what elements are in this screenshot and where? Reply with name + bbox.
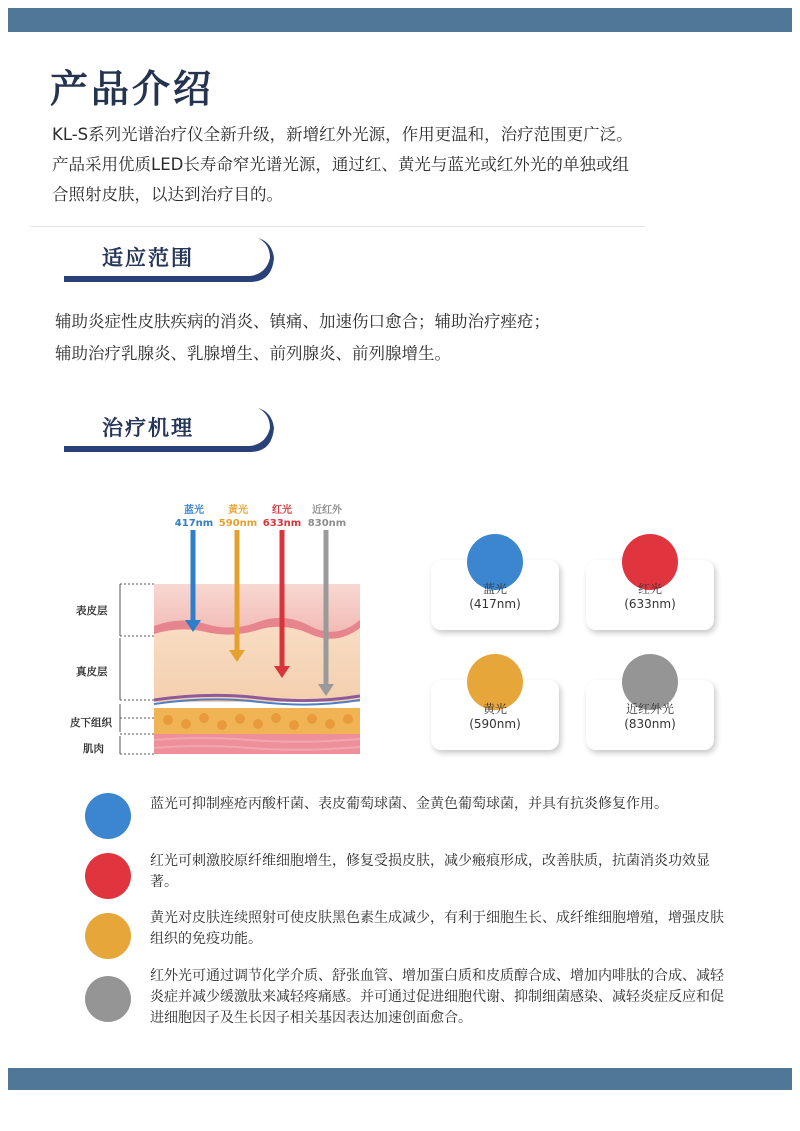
intro-paragraph [52, 120, 752, 210]
page-title: 产品介绍 [50, 67, 215, 111]
card-wavelength: (417nm) [469, 597, 521, 611]
card-name: 蓝光 [482, 582, 507, 596]
light-card-yellow [431, 680, 559, 750]
wavelength-nm: 590nm [218, 518, 258, 529]
desc-red: 红光可刺激胶原纤维细胞增生，修复受损皮肤，减少瘢痕形成，改善肤质，抗菌消炎功效显著。 [150, 853, 710, 890]
layer-label-muscle: 肌肉 [83, 743, 104, 755]
scope-line: 辅助治疗乳腺炎、乳腺增生、前列腺炎、前列腺增生。 [55, 344, 451, 363]
wavelength-nm: 830nm [307, 518, 347, 529]
light-card-blue [431, 560, 559, 630]
wavelength-nm: 417nm [174, 518, 214, 529]
desc-blue: 蓝光可抑制痤疮丙酸杆菌、表皮葡萄球菌、金黄色葡萄球菌，并具有抗炎修复作用。 [150, 796, 668, 812]
light-card-red [586, 560, 714, 630]
card-wavelength: (830nm) [624, 717, 676, 731]
wavelength-name: 黄光 [228, 505, 248, 516]
top-banner-bar [8, 8, 792, 32]
layer-label-dermis: 真皮层 [76, 666, 108, 678]
card-wavelength: (633nm) [624, 597, 676, 611]
yellow-light-dot [85, 913, 131, 959]
card-name: 黄光 [482, 702, 507, 716]
skin-layer-diagram [110, 528, 370, 758]
mechanism-section-header [60, 406, 276, 454]
card-name: 近红外光 [625, 702, 674, 716]
section-divider [30, 226, 645, 227]
layer-label-subcutaneous: 皮下组织 [70, 717, 112, 729]
card-name: 红光 [637, 582, 662, 596]
scope-text [55, 306, 550, 370]
wavelength-name: 红光 [272, 505, 292, 516]
desc-nir: 红外光可通过调节化学介质、舒张血管、增加蛋白质和皮质醇合成、增加内啡肽的合成、减轻炎症并减少缓激肽来减轻疼痛感。并可通过促进细胞代谢、抑制细菌感染、减轻炎症反应和促进细胞因子及生长因子相关基因表达加速创面愈合。 [150, 968, 724, 1026]
layer-label-epidermis: 表皮层 [76, 605, 108, 617]
intro-line: KL-S系列光谱治疗仪全新升级，新增红外光源，作用更温和，治疗范围更广泛。 [52, 125, 633, 144]
bottom-banner-bar [8, 1068, 792, 1090]
muscle-layer [154, 734, 360, 754]
blue-light-dot [85, 793, 131, 839]
light-card-nir [586, 680, 714, 750]
intro-line: 合照射皮肤，以达到治疗目的。 [52, 185, 283, 204]
red-light-dot [85, 853, 131, 899]
mechanism-heading: 治疗机理 [102, 416, 194, 440]
wavelength-name: 蓝光 [184, 505, 204, 516]
wavelength-label-nir [297, 504, 357, 530]
scope-heading: 适应范围 [102, 246, 194, 270]
layer-brackets [120, 584, 154, 754]
scope-section-header [60, 236, 276, 284]
nir-light-dot [85, 976, 131, 1022]
wavelength-nm: 633nm [262, 518, 302, 529]
scope-line: 辅助炎症性皮肤疾病的消炎、镇痛、加速伤口愈合；辅助治疗痤疮； [55, 312, 550, 331]
desc-yellow: 黄光对皮肤连续照射可使皮肤黑色素生成减少，有利于细胞生长、成纤维细胞增殖，增强皮肤组织的免疫功能。 [150, 910, 724, 947]
wavelength-name: 近红外 [312, 505, 342, 516]
card-wavelength: (590nm) [469, 717, 521, 731]
intro-line: 产品采用优质LED长寿命窄光谱光源，通过红、黄光与蓝光或红外光的单独或组 [52, 155, 629, 174]
